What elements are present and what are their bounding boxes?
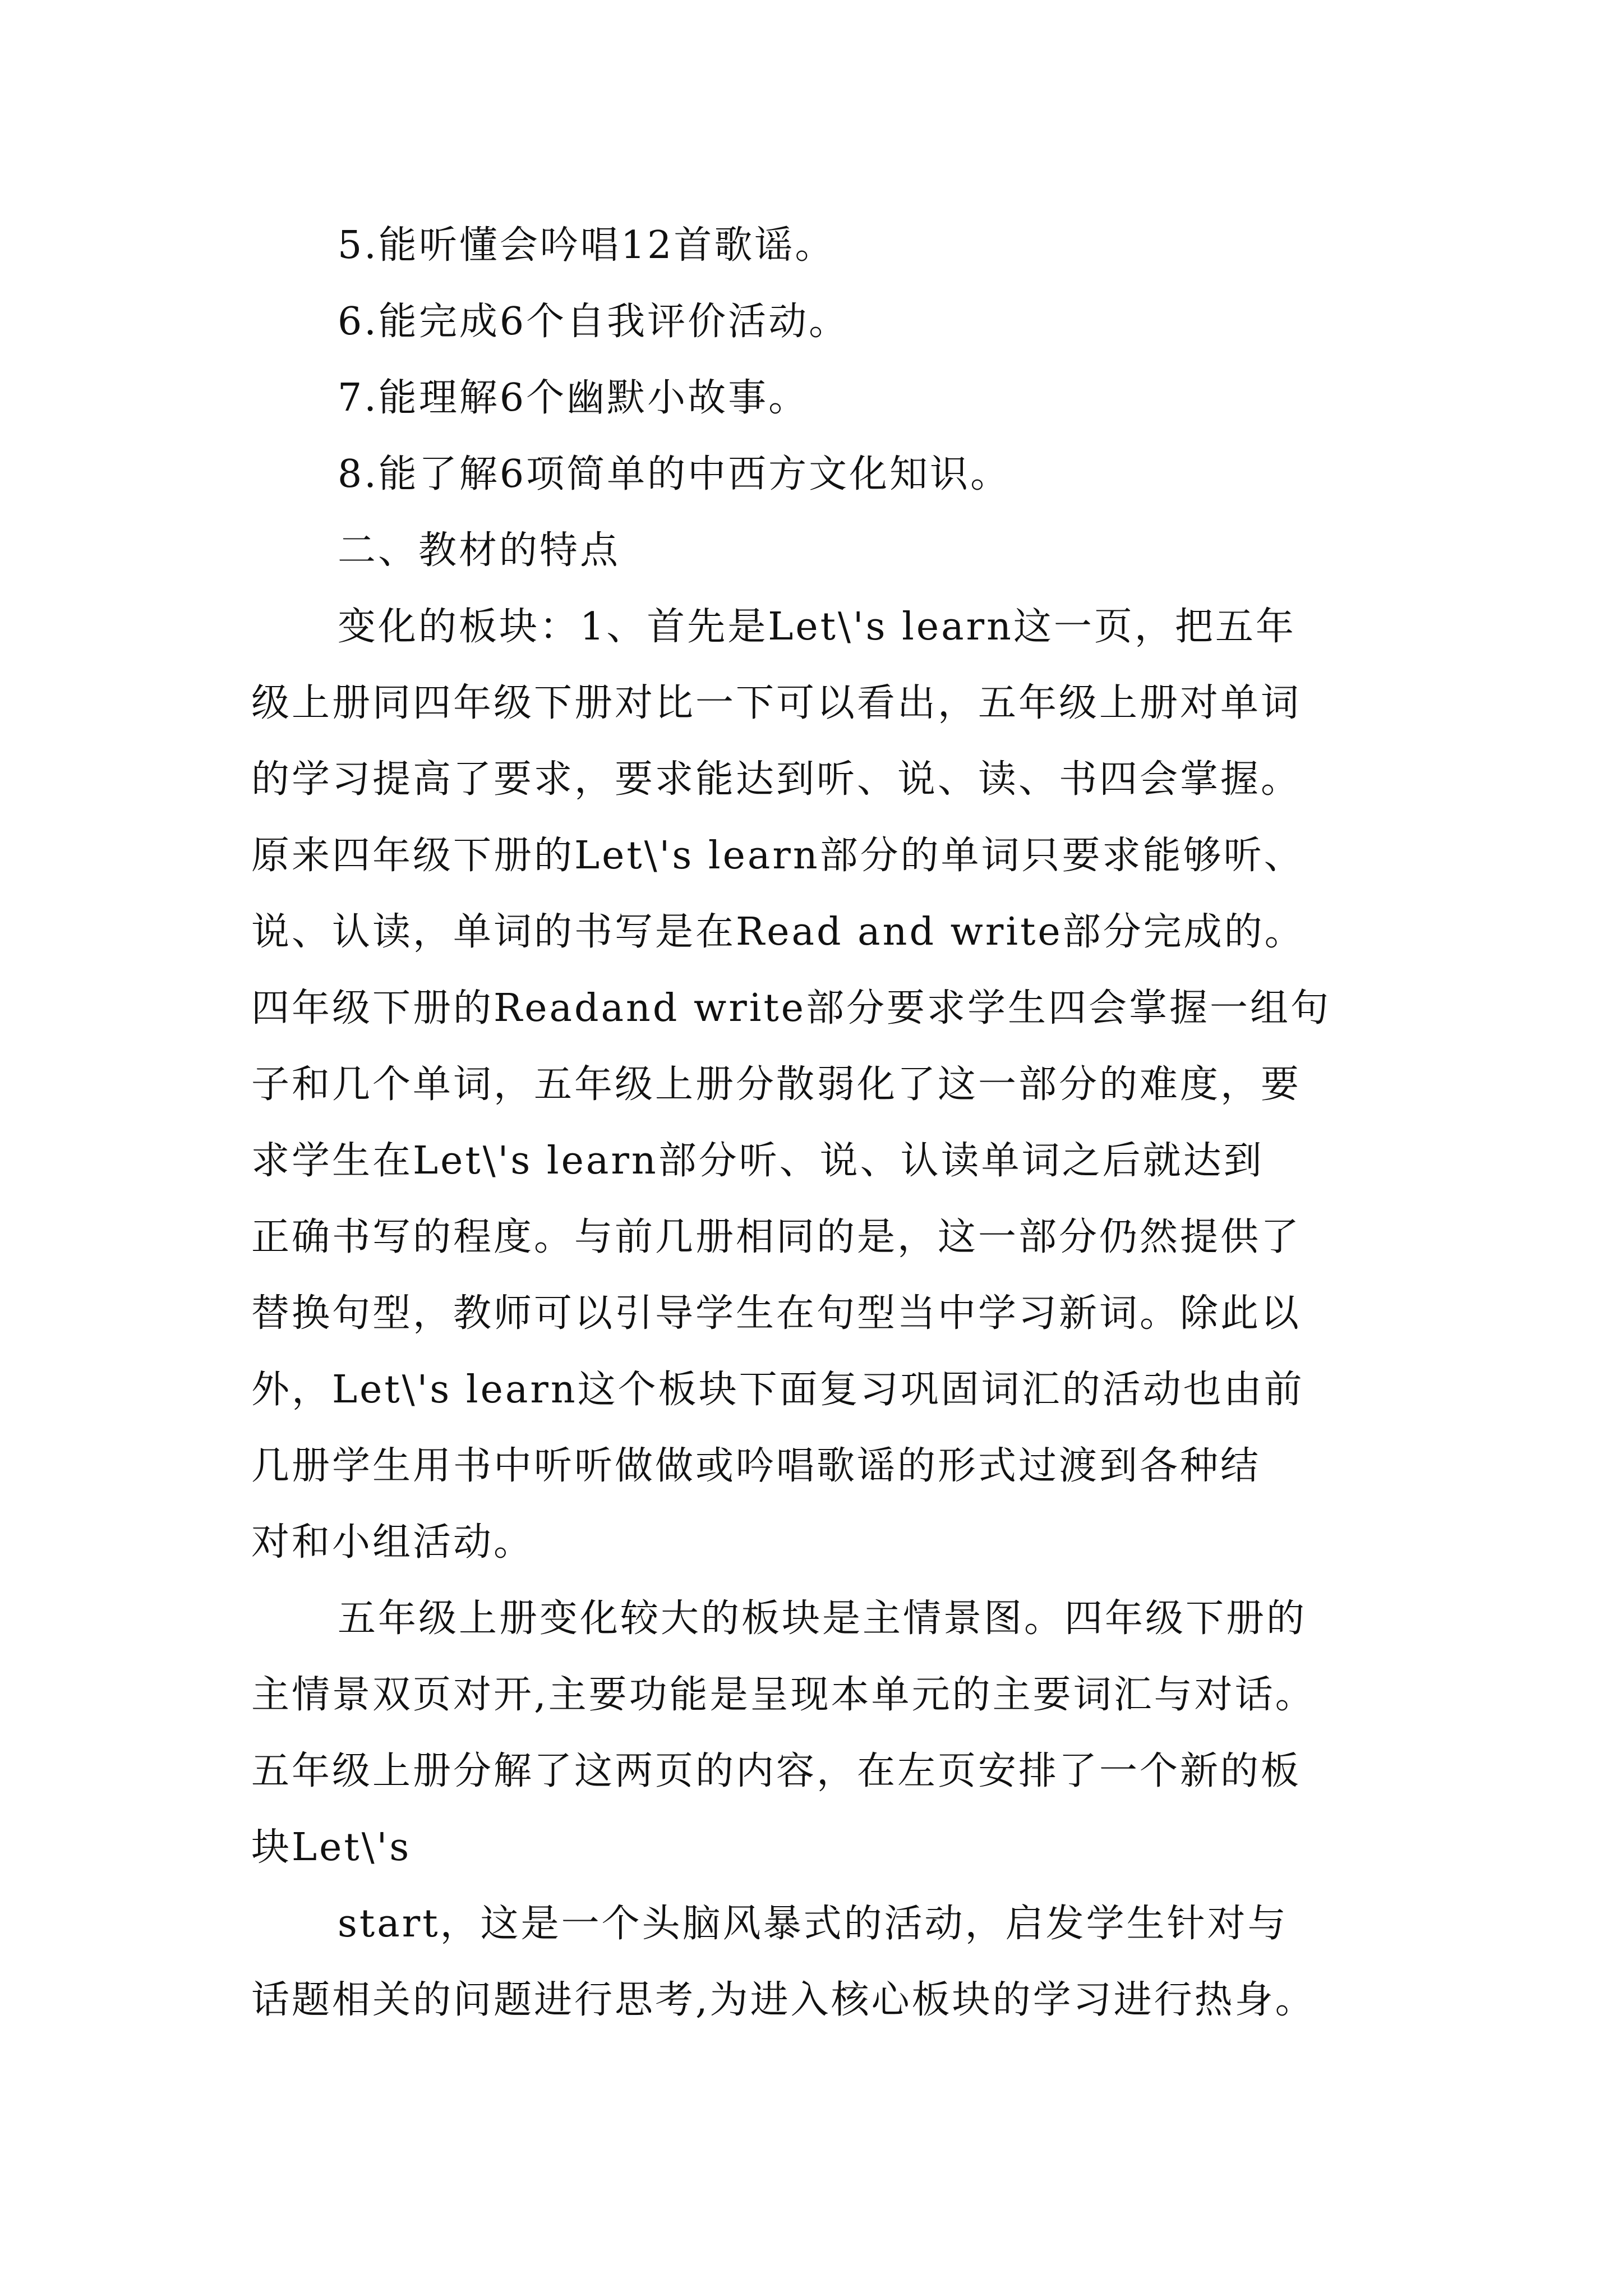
list-item [251, 284, 1384, 360]
section-heading-text: 二、教材的特点 [338, 528, 621, 573]
list-item-text: 6.能完成6个自我评价活动。 [338, 300, 850, 344]
paragraph-line: 变化的板块：1、首先是Let\'s learn这一页，把五年 [338, 605, 1296, 649]
list-item-text: 7.能理解6个幽默小故事。 [338, 376, 809, 420]
list-item-text: 8.能了解6项简单的中西方文化知识。 [338, 452, 1011, 496]
list-item [251, 208, 1384, 284]
list-item [251, 360, 1384, 436]
paragraph-textbook-changes [251, 589, 1384, 1581]
paragraph-line: 级上册同四年级下册对比一下可以看出，五年级上册对单词 [251, 681, 1302, 725]
list-item-text: 5.能听懂会吟唱12首歌谣。 [338, 223, 836, 268]
paragraph-lets-start [251, 1886, 1384, 2039]
paragraph-line: 的学习提高了要求，要求能达到听、说、读、书四会掌握。 [251, 757, 1302, 802]
paragraph-line: 五年级上册分解了这两页的内容，在左页安排了一个新的板 [251, 1749, 1302, 1793]
paragraph-main-scene [251, 1581, 1384, 1886]
paragraph-line: 话题相关的问题进行思考,为进入核心板块的学习进行热身。 [251, 1978, 1316, 2022]
paragraph-line: 对和小组活动。 [251, 1520, 534, 1565]
paragraph-line: 求学生在Let\'s learn部分听、说、认读单词之后就达到 [251, 1139, 1264, 1183]
paragraph-line: 外，Let\'s learn这个板块下面复习巩固词汇的活动也由前 [251, 1368, 1304, 1412]
paragraph-line: 正确书写的程度。与前几册相同的是，这一部分仍然提供了 [251, 1215, 1302, 1259]
paragraph-line: 说、认读，单词的书写是在Read and write部分完成的。 [251, 910, 1305, 954]
section-heading [251, 513, 1384, 589]
paragraph-line: 替换句型，教师可以引导学生在句型当中学习新词。除此以 [251, 1291, 1302, 1336]
paragraph-line: 主情景双页对开,主要功能是呈现本单元的主要词汇与对话。 [251, 1673, 1316, 1717]
paragraph-line: 五年级上册变化较大的板块是主情景图。四年级下册的 [338, 1596, 1307, 1641]
list-item [251, 436, 1384, 513]
paragraph-line: 块Let\'s [251, 1825, 412, 1870]
paragraph-line: 原来四年级下册的Let\'s learn部分的单词只要求能够听、 [251, 834, 1304, 878]
paragraph-line: start，这是一个头脑风暴式的活动，启发学生针对与 [338, 1902, 1288, 1946]
paragraph-line: 子和几个单词，五年级上册分散弱化了这一部分的难度，要 [251, 1062, 1302, 1107]
paragraph-line: 几册学生用书中听听做做或吟唱歌谣的形式过渡到各种结 [251, 1444, 1261, 1488]
paragraph-line: 四年级下册的Readand write部分要求学生四会掌握一组句 [251, 986, 1331, 1030]
document-body [251, 208, 1384, 2039]
